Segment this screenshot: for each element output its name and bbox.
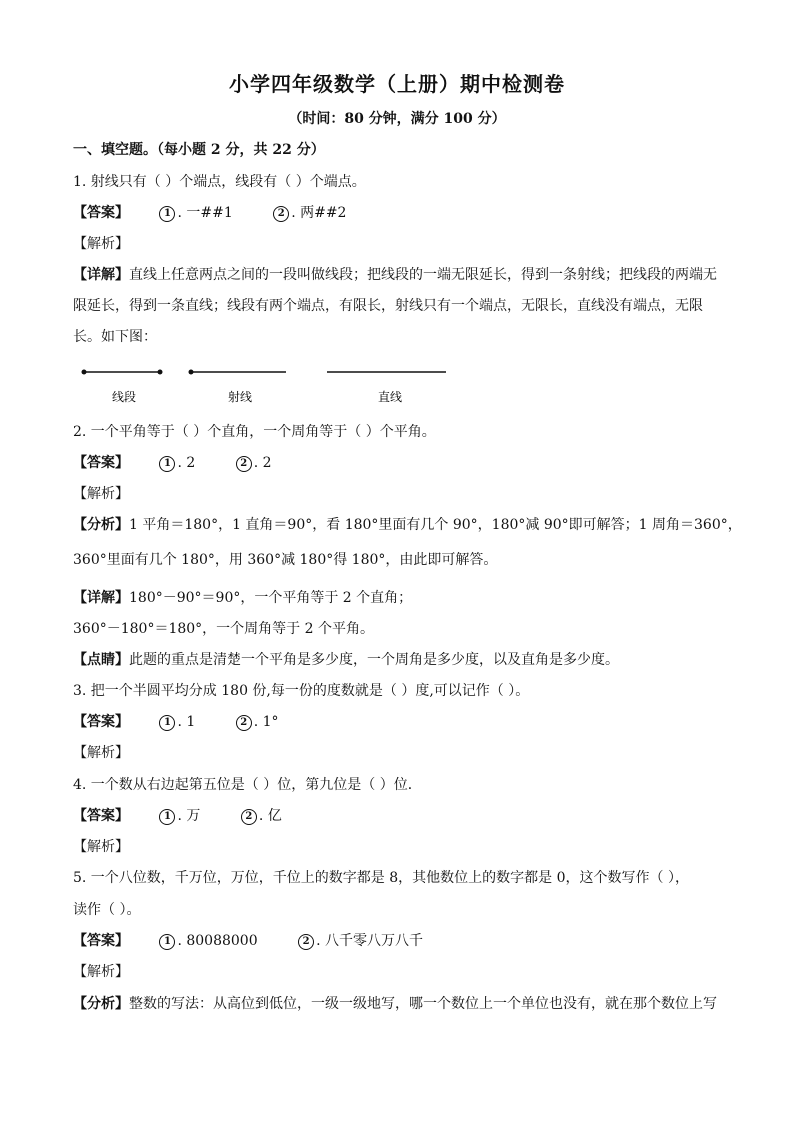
q5-fenxi-line: 【分析】整数的写法：从高位到低位，一级一级地写，哪一个数位上一个单位也没有，就在那个数位上写 [73, 996, 717, 1012]
q5-answer-row [73, 932, 459, 950]
segment-endpoint-b [158, 370, 163, 375]
q3-answer-row [73, 713, 315, 731]
q5-answer-1: 1 . 80088000 [159, 932, 257, 950]
ray-label: 射线 [227, 390, 253, 404]
q4-answer-1: 1 . 万 [159, 807, 200, 825]
answer-label: 【答案】 [73, 714, 129, 730]
answer-label: 【答案】 [73, 205, 129, 221]
circled-number-icon: 2 [236, 715, 252, 731]
analysis-label: 【解析】 [73, 964, 129, 980]
q5-answer-2: 2 . 八千零八万八千 [298, 932, 423, 950]
q1-detail-line-3: 长。如下图： [73, 329, 157, 345]
q1-detail-line-1: 【详解】直线上任意两点之间的一段叫做线段；把线段的一端无限延长，得到一条射线；把线段的两端无 [73, 267, 717, 283]
circled-number-icon: 1 [159, 809, 175, 825]
segment-endpoint-a [82, 370, 87, 375]
q4-answer-2: 2 . 亿 [241, 807, 282, 825]
ray-endpoint [189, 370, 194, 375]
q2-fenxi-line-1: 【分析】1 平角＝180°，1 直角＝90°，看 180°里面有几个 90°，180°减 90°即可解答；1 周角＝360°， [73, 517, 742, 533]
circled-number-icon: 2 [273, 206, 289, 222]
circled-number-icon: 2 [236, 456, 252, 472]
circled-number-icon: 1 [159, 206, 175, 222]
q2-answer-row [73, 454, 308, 472]
q1-answer-row [73, 204, 382, 222]
line-types-figure [70, 360, 470, 410]
q2-fenxi-line-2: 360°里面有几个 180°，用 360°减 180°得 180°，由此即可解答。 [73, 552, 498, 568]
analysis-label: 【解析】 [73, 236, 129, 252]
answer-label: 【答案】 [73, 808, 129, 824]
analysis-label: 【解析】 [73, 486, 129, 502]
q1-text: 1. 射线只有（ ）个端点，线段有（ ）个端点。 [73, 174, 366, 190]
q2-text: 2. 一个平角等于（ ）个直角，一个周角等于（ ）个平角。 [73, 424, 436, 440]
q4-text: 4. 一个数从右边起第五位是（ ）位，第九位是（ ）位． [73, 777, 422, 793]
page-subtitle: （时间：80 分钟，满分 100 分） [288, 111, 506, 127]
q3-answer-1: 1 . 1 [159, 713, 195, 731]
q2-answer-1: 1 . 2 [159, 454, 195, 472]
q2-detail-line-1: 【详解】180°－90°＝90°，一个平角等于 2 个直角； [73, 590, 413, 606]
q4-answer-row [73, 807, 318, 825]
straight-line-label: 直线 [377, 390, 403, 404]
analysis-label: 【解析】 [73, 745, 129, 761]
q2-answer-2: 2 . 2 [236, 454, 272, 472]
q3-answer-2: 2 . 1° [236, 713, 279, 731]
circled-number-icon: 1 [159, 715, 175, 731]
q1-answer-1: 1 . 一##1 [159, 204, 232, 222]
segment-label: 线段 [111, 390, 137, 404]
q5-text-line-1: 5. 一个八位数，千万位，万位，千位上的数字都是 8，其他数位上的数字都是 0，这个数写作（ ）， [73, 870, 689, 886]
circled-number-icon: 1 [159, 456, 175, 472]
section-heading: 一、填空题。（每小题 2 分，共 22 分） [73, 142, 325, 158]
q2-point-line: 【点睛】此题的重点是清楚一个平角是多少度，一个周角是多少度，以及直角是多少度。 [73, 652, 619, 668]
circled-number-icon: 2 [298, 934, 314, 950]
q2-detail-line-2: 360°－180°＝180°，一个周角等于 2 个平角。 [73, 621, 374, 637]
answer-label: 【答案】 [73, 933, 129, 949]
q5-text-line-2: 读作（ ）。 [73, 902, 141, 918]
circled-number-icon: 1 [159, 934, 175, 950]
analysis-label: 【解析】 [73, 839, 129, 855]
circled-number-icon: 2 [241, 809, 257, 825]
q1-detail-line-2: 限延长，得到一条直线；线段有两个端点，有限长，射线只有一个端点，无限长，直线没有端点，无限 [73, 298, 703, 314]
page-title: 小学四年级数学（上册）期中检测卷 [229, 72, 565, 96]
answer-label: 【答案】 [73, 455, 129, 471]
q1-answer-2: 2 . 两##2 [273, 204, 346, 222]
q3-text: 3. 把一个半圆平均分成 180 份,每一份的度数就是（ ）度,可以记作（ ）。 [73, 683, 530, 699]
